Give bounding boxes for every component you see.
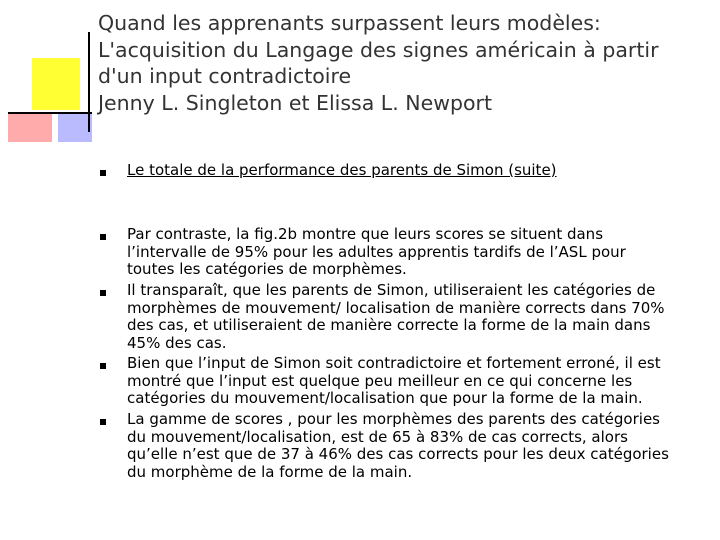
text-line: Bien que l’input de Simon soit contradictoire et fortement erroné, il est xyxy=(127,354,661,372)
title-line: Jenny L. Singleton et Elissa L. Newport xyxy=(98,90,492,115)
bullet-text xyxy=(127,355,702,408)
square-bullet-icon xyxy=(100,170,106,176)
text-line: morphèmes de mouvement/ localisation de manière corrects dans 70% xyxy=(127,298,665,317)
slide-title xyxy=(98,10,708,116)
bullet-text xyxy=(127,282,702,352)
decor-yellow-square xyxy=(32,58,80,110)
text-line: Il transparaît, que les parents de Simon, utiliseraient les catégories de xyxy=(127,281,656,299)
title-line: L'acquisition du Langage des signes américain à partir xyxy=(98,37,659,62)
bullet-text xyxy=(127,411,702,481)
text-line: du morphème de la forme de la main. xyxy=(127,462,413,481)
text-line: l’intervalle de 95% pour les adultes apprentis tardifs de l’ASL pour xyxy=(127,242,626,261)
decor-vertical-line xyxy=(88,32,90,132)
text-line: qu’elle n’est que de 37 à 46% des cas corrects pour les deux catégories xyxy=(127,445,669,463)
decor-blue-square xyxy=(58,114,92,142)
square-bullet-icon xyxy=(100,290,106,296)
decor-red-square xyxy=(8,114,52,142)
title-line: d'un input contradictoire xyxy=(98,64,352,88)
bullet-text xyxy=(127,162,702,180)
text-line: montré que l’input est quelque peu meilleur en ce qui concerne les xyxy=(127,371,633,390)
title-line: Quand les apprenants surpassent leurs modèles: xyxy=(98,11,601,35)
bullet-text xyxy=(127,226,702,279)
square-bullet-icon xyxy=(100,234,106,240)
text-line: toutes les catégories de morphèmes. xyxy=(127,260,407,278)
text-line: des cas, et utiliseraient de manière correcte la forme de la main dans xyxy=(127,316,651,334)
square-bullet-icon xyxy=(100,363,106,369)
text-line: Par contraste, la fig.2b montre que leurs scores se situent dans xyxy=(127,225,604,243)
text-line: du mouvement/localisation, est de 65 à 83% de cas corrects, alors xyxy=(127,427,628,446)
decor-horizontal-line xyxy=(8,112,92,114)
text-line: La gamme de scores , pour les morphèmes des parents des catégories xyxy=(127,410,660,428)
square-bullet-icon xyxy=(100,419,106,425)
text-line: catégories du mouvement/localisation que pour la forme de la main. xyxy=(127,389,643,407)
text-line: 45% des cas. xyxy=(127,333,227,352)
heading-text: Le totale de la performance des parents de Simon (suite) xyxy=(127,161,557,179)
